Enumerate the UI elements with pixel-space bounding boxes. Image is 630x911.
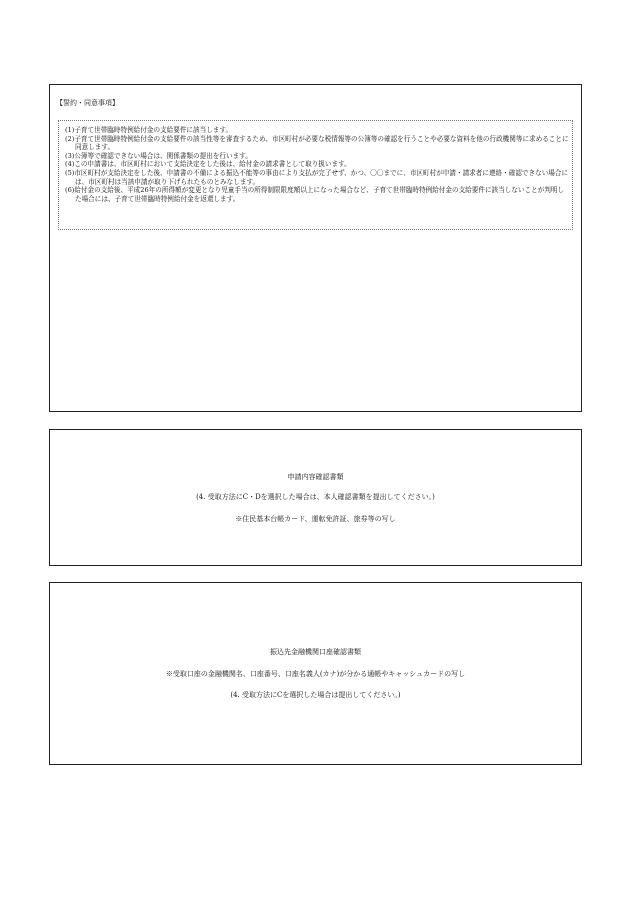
bank-doc-examples: ※受取口座の金融機関名、口座番号、口座名義人(カナ)が分かる通帳やキャッシュカードの写し	[165, 670, 466, 678]
oath-item-6: (6)給付金の支給後、平成26年の所得額が変更となり児童手当の所得制限限度額以上になった場合など、子育て世帯臨時特例給付金の支給要件に該当しないことが判明した場合には、子育て世帯臨時特例給付金を返還します。	[65, 186, 565, 203]
oath-consent-section	[49, 84, 582, 412]
oath-item-2: (2)子育て世帯臨時特例給付金の支給要件の該当性等を審査するため、市区町村が必要な税情報等の公簿等の確認を行うことや必要な資料を他の行政機関等に求めることに同意します。	[65, 134, 569, 152]
application-doc-examples: ※住民基本台帳カード、運転免許証、旅券等の写し	[235, 515, 396, 523]
oath-item-5: (5)市区町村が支給決定をした後、申請書の不備による振込不能等の事由により支払が完了せず、かつ、〇〇までに、市区町村が申請・請求者に連絡・確認できない場合には、市区町村は当該申請が取り下げられたものとみなします。	[65, 168, 569, 186]
oath-item-1: (1)子育て世帯臨時特例給付金の支給要件に該当します。	[65, 126, 233, 134]
oath-items-area	[58, 120, 573, 230]
oath-list	[65, 126, 570, 203]
application-doc-note: (4. 受取方法にC・Dを選択した場合は、本人確認書類を提出してください。)	[196, 493, 435, 501]
oath-item-3: (3)公簿等で確認できない場合は、関係書類の提出を行います。	[65, 151, 252, 160]
bank-doc-note: (4. 受取方法にCを選択した場合は提出してください。)	[230, 691, 401, 699]
bank-doc-attachment-box	[49, 582, 582, 765]
oath-title: 【誓約・同意事項】	[56, 99, 119, 107]
application-doc-attachment-box	[49, 429, 582, 566]
bank-doc-title: 振込先金融機関口座確認書類	[270, 648, 361, 656]
oath-item-4: (4)この申請書は、市区町村において支給決定をした後は、給付金の請求書として取り扱います。	[65, 160, 351, 169]
application-doc-title: 申請内容確認書類	[287, 473, 344, 481]
